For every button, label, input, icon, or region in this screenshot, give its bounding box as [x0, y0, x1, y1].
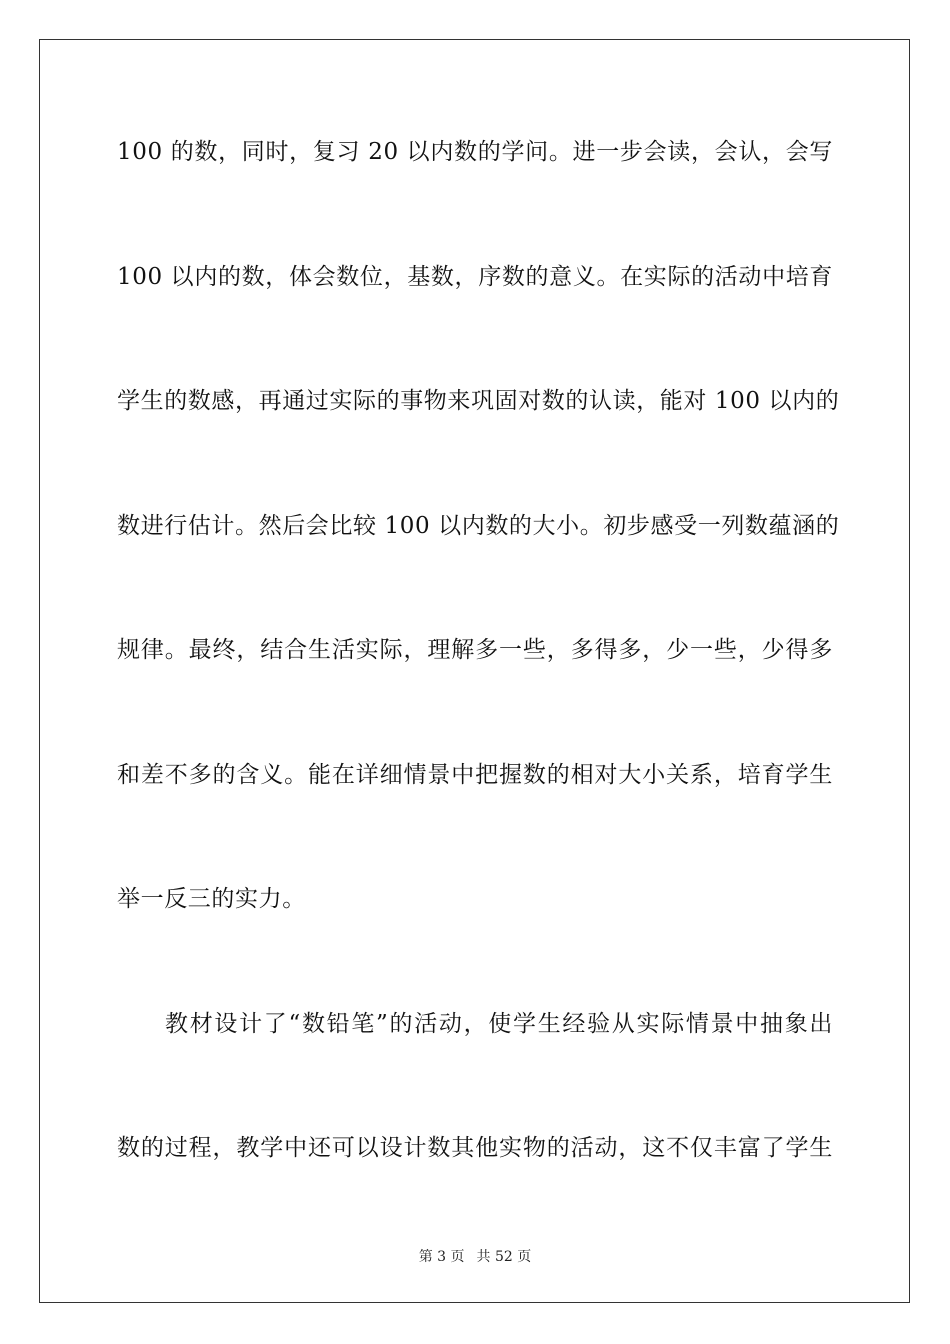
text-line: 100 的数，同时，复习 20 以内数的学问。进一步会读，会认，会写 — [117, 139, 833, 165]
text-line: 规律。最终，结合生活实际，理解多一些，多得多，少一些，少得多 — [117, 637, 833, 663]
text-line: 数的过程，教学中还可以设计数其他实物的活动，这不仅丰富了学生 — [117, 1135, 833, 1161]
paragraph-end-line: 举一反三的实力。 — [117, 886, 306, 912]
page-number: 第 3 页 — [418, 1249, 465, 1265]
text-line: 数进行估计。然后会比较 100 以内数的大小。初步感受一列数蕴涵的 — [117, 512, 840, 539]
paragraph-start-line: 教材设计了“数铅笔”的活动，使学生经验从实际情景中抽象出 — [165, 1010, 833, 1037]
text-line: 和差不多的含义。能在详细情景中把握数的相对大小关系，培育学生 — [117, 761, 833, 788]
total-pages: 共 52 页 — [476, 1249, 532, 1265]
document-body — [117, 120, 840, 1241]
text-line: 学生的数感，再通过实际的事物来巩固对数的认读，能对 100 以内的 — [117, 388, 840, 414]
text-line: 100 以内的数，体会数位，基数，序数的意义。在实际的活动中培育 — [117, 263, 833, 290]
page-footer — [0, 1248, 950, 1266]
